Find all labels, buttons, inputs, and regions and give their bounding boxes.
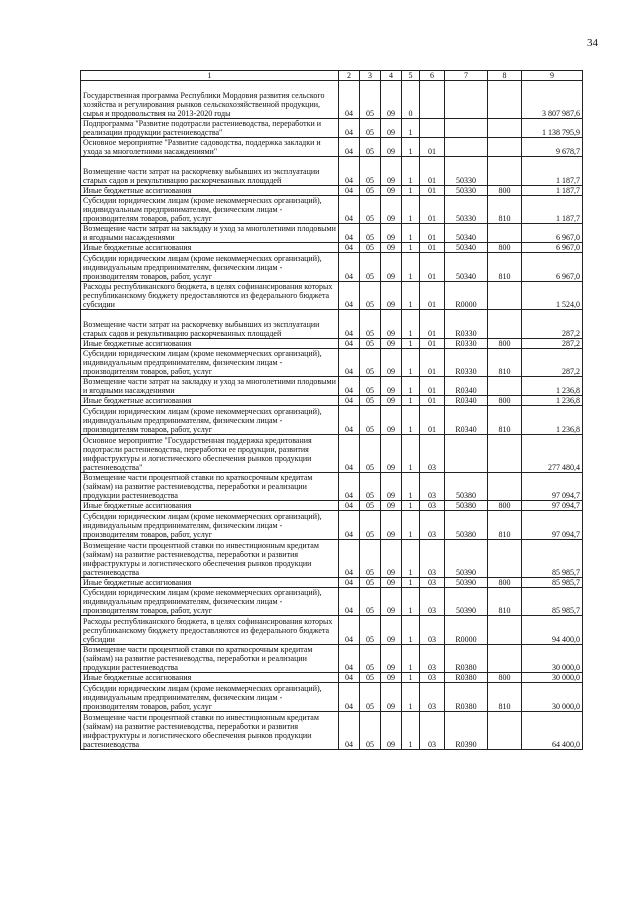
code-cell — [488, 138, 522, 157]
code-cell: 1 — [402, 511, 420, 540]
code-cell: 09 — [381, 377, 402, 396]
page-number: 34 — [587, 37, 598, 49]
code-cell: 01 — [420, 377, 445, 396]
code-cell: 05 — [360, 472, 381, 501]
code-cell: 04 — [339, 539, 360, 577]
code-cell: R0340 — [445, 396, 488, 406]
column-header: 8 — [488, 71, 522, 81]
code-cell: 50330 — [445, 185, 488, 195]
column-header: 4 — [381, 71, 402, 81]
code-cell: 50380 — [445, 511, 488, 540]
code-cell: 01 — [420, 253, 445, 282]
row-name: Возмещение части процентной ставки по инвестиционным кредитам (займам) на развитие растениеводства, переработки и развития инфраструктуры и логистического обеспечения рынков продукции растениеводства — [81, 711, 339, 749]
code-cell: 05 — [360, 587, 381, 616]
code-cell: 09 — [381, 396, 402, 406]
code-cell: R0390 — [445, 711, 488, 749]
code-cell: R0340 — [445, 377, 488, 396]
code-cell: 04 — [339, 195, 360, 224]
code-cell: 04 — [339, 310, 360, 339]
row-name: Иные бюджетные ассигнования — [81, 243, 339, 253]
table-row — [81, 81, 583, 119]
code-cell: 03 — [420, 683, 445, 712]
code-cell — [488, 472, 522, 501]
code-cell: 800 — [488, 577, 522, 587]
code-cell: 05 — [360, 253, 381, 282]
amount-cell: 97 094,7 — [522, 511, 583, 540]
code-cell: 05 — [360, 673, 381, 683]
amount-cell: 1 187,7 — [522, 157, 583, 186]
code-cell: 01 — [420, 396, 445, 406]
code-cell: 50390 — [445, 587, 488, 616]
code-cell: 1 — [402, 224, 420, 243]
table-row — [81, 406, 583, 435]
code-cell: 800 — [488, 338, 522, 348]
code-cell: 800 — [488, 673, 522, 683]
code-cell: 05 — [360, 185, 381, 195]
code-cell: 03 — [420, 711, 445, 749]
code-cell: 04 — [339, 138, 360, 157]
row-name: Субсидии юридическим лицам (кроме некоммерческих организаций), индивидуальным предпринимателям, физическим лицам - производителям товаров, работ, услуг — [81, 406, 339, 435]
amount-cell: 1 187,7 — [522, 195, 583, 224]
table-row — [81, 434, 583, 472]
code-cell: 04 — [339, 577, 360, 587]
code-cell: 05 — [360, 195, 381, 224]
amount-cell: 85 985,7 — [522, 539, 583, 577]
code-cell: 01 — [420, 243, 445, 253]
code-cell: 810 — [488, 406, 522, 435]
code-cell — [445, 138, 488, 157]
code-cell: 09 — [381, 711, 402, 749]
table-row — [81, 348, 583, 377]
code-cell: 1 — [402, 577, 420, 587]
code-cell — [488, 377, 522, 396]
amount-cell: 277 480,4 — [522, 434, 583, 472]
amount-cell: 1 187,7 — [522, 185, 583, 195]
code-cell: 05 — [360, 338, 381, 348]
column-number-row — [81, 71, 583, 81]
code-cell: 09 — [381, 348, 402, 377]
code-cell — [445, 81, 488, 119]
amount-cell: 1 138 795,9 — [522, 119, 583, 138]
code-cell: 04 — [339, 338, 360, 348]
amount-cell: 30 000,0 — [522, 644, 583, 673]
table-row — [81, 396, 583, 406]
code-cell: R0330 — [445, 348, 488, 377]
code-cell: 09 — [381, 253, 402, 282]
row-name: Возмещение части процентной ставки по инвестиционным кредитам (займам) на развитие растениеводства, переработки и развития инфраструктуры и логистического обеспечения рынков продукции растениеводства — [81, 539, 339, 577]
code-cell: 05 — [360, 711, 381, 749]
code-cell: 0 — [402, 81, 420, 119]
code-cell: 50390 — [445, 539, 488, 577]
code-cell: 01 — [420, 406, 445, 435]
code-cell: 1 — [402, 348, 420, 377]
amount-cell: 64 400,0 — [522, 711, 583, 749]
table-row — [81, 377, 583, 396]
code-cell — [445, 119, 488, 138]
code-cell — [445, 434, 488, 472]
code-cell — [420, 81, 445, 119]
amount-cell: 94 400,0 — [522, 616, 583, 645]
table-row — [81, 243, 583, 253]
code-cell: 04 — [339, 673, 360, 683]
amount-cell: 287,2 — [522, 348, 583, 377]
table-row — [81, 310, 583, 339]
table-row — [81, 281, 583, 310]
code-cell: 05 — [360, 539, 381, 577]
amount-cell: 287,2 — [522, 310, 583, 339]
table-row — [81, 539, 583, 577]
code-cell: 09 — [381, 539, 402, 577]
code-cell — [488, 119, 522, 138]
amount-cell: 9 678,7 — [522, 138, 583, 157]
code-cell: R0340 — [445, 406, 488, 435]
code-cell: 05 — [360, 81, 381, 119]
table-row — [81, 501, 583, 511]
code-cell: R0380 — [445, 644, 488, 673]
row-name: Возмещение части затрат на раскорчевку выбывших из эксплуатации старых садов и рекультивацию раскорчеванных площадей — [81, 310, 339, 339]
table-row — [81, 711, 583, 749]
code-cell: 05 — [360, 310, 381, 339]
code-cell — [488, 616, 522, 645]
row-name: Подпрограмма "Развитие подотрасли растениеводства, переработки и реализации продукции растениеводства" — [81, 119, 339, 138]
code-cell — [488, 81, 522, 119]
table-row — [81, 195, 583, 224]
code-cell: 03 — [420, 587, 445, 616]
code-cell: 1 — [402, 243, 420, 253]
code-cell: 50340 — [445, 253, 488, 282]
code-cell: 01 — [420, 224, 445, 243]
row-name: Возмещение части затрат на раскорчевку выбывших из эксплуатации старых садов и рекультивацию раскорчеванных площадей — [81, 157, 339, 186]
amount-cell: 6 967,0 — [522, 253, 583, 282]
table-row — [81, 683, 583, 712]
code-cell: 05 — [360, 501, 381, 511]
code-cell: 03 — [420, 539, 445, 577]
row-name: Основное мероприятие "Развитие садоводства, поддержка закладки и ухода за многолетними насаждениями" — [81, 138, 339, 157]
row-name: Расходы республиканского бюджета, в целях софинансирования которых республиканскому бюджету предоставляются из федерального бюджета субсидии — [81, 281, 339, 310]
code-cell: 1 — [402, 539, 420, 577]
code-cell: 810 — [488, 348, 522, 377]
code-cell: 04 — [339, 434, 360, 472]
row-name: Государственная программа Республики Мордовия развития сельского хозяйства и регулирования рынков сельскохозяйственной продукции, сырья и продовольствия на 2013-2020 годы — [81, 81, 339, 119]
code-cell: R0380 — [445, 673, 488, 683]
code-cell: 800 — [488, 243, 522, 253]
code-cell: 05 — [360, 377, 381, 396]
code-cell: 04 — [339, 185, 360, 195]
amount-cell: 30 000,0 — [522, 673, 583, 683]
table-row — [81, 157, 583, 186]
code-cell: 04 — [339, 501, 360, 511]
amount-cell: 6 967,0 — [522, 243, 583, 253]
code-cell: 04 — [339, 281, 360, 310]
code-cell: 04 — [339, 348, 360, 377]
code-cell: 05 — [360, 683, 381, 712]
amount-cell: 1 236,8 — [522, 396, 583, 406]
code-cell: 1 — [402, 338, 420, 348]
column-header: 9 — [522, 71, 583, 81]
code-cell — [488, 224, 522, 243]
code-cell: 03 — [420, 472, 445, 501]
row-name: Основное мероприятие "Государственная поддержка кредитования подотрасли растениеводства, переработки ее продукции, развития инфраструктуры и логистического обеспечения рынков продукции растениеводства" — [81, 434, 339, 472]
code-cell: 1 — [402, 377, 420, 396]
code-cell: 1 — [402, 185, 420, 195]
code-cell: 1 — [402, 673, 420, 683]
code-cell: 01 — [420, 185, 445, 195]
code-cell: 01 — [420, 157, 445, 186]
code-cell: 04 — [339, 157, 360, 186]
table-row — [81, 253, 583, 282]
code-cell: 05 — [360, 138, 381, 157]
code-cell: 1 — [402, 281, 420, 310]
table-row — [81, 616, 583, 645]
row-name: Субсидии юридическим лицам (кроме некоммерческих организаций), индивидуальным предпринимателям, физическим лицам - производителям товаров, работ, услуг — [81, 683, 339, 712]
code-cell: 01 — [420, 281, 445, 310]
amount-cell: 3 807 987,6 — [522, 81, 583, 119]
code-cell: 05 — [360, 348, 381, 377]
code-cell: 800 — [488, 396, 522, 406]
code-cell: 03 — [420, 644, 445, 673]
budget-table — [80, 70, 583, 750]
row-name: Субсидии юридическим лицам (кроме некоммерческих организаций), индивидуальным предпринимателям, физическим лицам - производителям товаров, работ, услуг — [81, 348, 339, 377]
code-cell — [488, 310, 522, 339]
code-cell: 04 — [339, 253, 360, 282]
table-row — [81, 577, 583, 587]
code-cell — [488, 711, 522, 749]
code-cell: 1 — [402, 396, 420, 406]
amount-cell: 1 236,8 — [522, 406, 583, 435]
code-cell: 09 — [381, 644, 402, 673]
code-cell: 09 — [381, 673, 402, 683]
column-header: 7 — [445, 71, 488, 81]
code-cell: 09 — [381, 434, 402, 472]
row-name: Иные бюджетные ассигнования — [81, 338, 339, 348]
code-cell: 04 — [339, 711, 360, 749]
code-cell: 09 — [381, 138, 402, 157]
code-cell: 1 — [402, 119, 420, 138]
code-cell: 04 — [339, 406, 360, 435]
code-cell: 1 — [402, 253, 420, 282]
code-cell: 05 — [360, 119, 381, 138]
table-row — [81, 119, 583, 138]
code-cell: 810 — [488, 253, 522, 282]
table-row — [81, 138, 583, 157]
code-cell: 03 — [420, 673, 445, 683]
code-cell: 09 — [381, 472, 402, 501]
code-cell: 50380 — [445, 472, 488, 501]
code-cell: 09 — [381, 224, 402, 243]
code-cell: 50340 — [445, 224, 488, 243]
code-cell: 09 — [381, 243, 402, 253]
amount-cell: 1 524,0 — [522, 281, 583, 310]
code-cell: 1 — [402, 195, 420, 224]
code-cell: 01 — [420, 338, 445, 348]
code-cell: 04 — [339, 377, 360, 396]
code-cell: 09 — [381, 81, 402, 119]
code-cell: 1 — [402, 138, 420, 157]
code-cell: 04 — [339, 587, 360, 616]
table-row — [81, 673, 583, 683]
row-name: Расходы республиканского бюджета, в целях софинансирования которых республиканскому бюджету предоставляются из федерального бюджета субсидии — [81, 616, 339, 645]
code-cell: 1 — [402, 644, 420, 673]
code-cell: 1 — [402, 472, 420, 501]
amount-cell: 85 985,7 — [522, 577, 583, 587]
row-name: Иные бюджетные ассигнования — [81, 396, 339, 406]
code-cell: 03 — [420, 616, 445, 645]
code-cell: 01 — [420, 348, 445, 377]
code-cell: 04 — [339, 616, 360, 645]
code-cell: 04 — [339, 224, 360, 243]
code-cell: 09 — [381, 195, 402, 224]
code-cell: 09 — [381, 119, 402, 138]
code-cell: 810 — [488, 511, 522, 540]
code-cell: 05 — [360, 511, 381, 540]
code-cell: R0330 — [445, 310, 488, 339]
code-cell: 09 — [381, 281, 402, 310]
code-cell — [420, 119, 445, 138]
code-cell: 05 — [360, 406, 381, 435]
code-cell: 09 — [381, 587, 402, 616]
code-cell: 03 — [420, 577, 445, 587]
code-cell: 04 — [339, 472, 360, 501]
code-cell: 01 — [420, 138, 445, 157]
code-cell: 09 — [381, 511, 402, 540]
table-row — [81, 644, 583, 673]
code-cell: 09 — [381, 310, 402, 339]
amount-cell: 287,2 — [522, 338, 583, 348]
amount-cell: 6 967,0 — [522, 224, 583, 243]
row-name: Возмещение части процентной ставки по краткосрочным кредитам (займам) на развитие растениеводства, переработки и реализации продукции растениеводства — [81, 644, 339, 673]
code-cell: 04 — [339, 119, 360, 138]
table-row — [81, 472, 583, 501]
code-cell — [488, 281, 522, 310]
amount-cell: 85 985,7 — [522, 587, 583, 616]
code-cell: 09 — [381, 501, 402, 511]
column-header: 1 — [81, 71, 339, 81]
code-cell: 1 — [402, 711, 420, 749]
row-name: Иные бюджетные ассигнования — [81, 673, 339, 683]
code-cell: 05 — [360, 616, 381, 645]
code-cell: 09 — [381, 683, 402, 712]
code-cell: 01 — [420, 310, 445, 339]
amount-cell: 30 000,0 — [522, 683, 583, 712]
code-cell: 50330 — [445, 157, 488, 186]
code-cell: 09 — [381, 338, 402, 348]
code-cell: 05 — [360, 243, 381, 253]
row-name: Субсидии юридическим лицам (кроме некоммерческих организаций), индивидуальным предпринимателям, физическим лицам - производителям товаров, работ, услуг — [81, 587, 339, 616]
code-cell: 04 — [339, 81, 360, 119]
code-cell: 1 — [402, 157, 420, 186]
code-cell: 05 — [360, 644, 381, 673]
row-name: Субсидии юридическим лицам (кроме некоммерческих организаций), индивидуальным предпринимателям, физическим лицам - производителям товаров, работ, услуг — [81, 253, 339, 282]
code-cell: 05 — [360, 434, 381, 472]
code-cell: 1 — [402, 406, 420, 435]
code-cell: 800 — [488, 185, 522, 195]
code-cell: 1 — [402, 587, 420, 616]
code-cell: 09 — [381, 577, 402, 587]
code-cell: 04 — [339, 511, 360, 540]
code-cell: 09 — [381, 406, 402, 435]
row-name: Субсидии юридическим лицам (кроме некоммерческих организаций), индивидуальным предпринимателям, физическим лицам - производителям товаров, работ, услуг — [81, 511, 339, 540]
table-row — [81, 185, 583, 195]
code-cell: 810 — [488, 195, 522, 224]
code-cell: 05 — [360, 577, 381, 587]
code-cell: 1 — [402, 310, 420, 339]
code-cell: 09 — [381, 616, 402, 645]
code-cell — [488, 644, 522, 673]
code-cell: R0000 — [445, 281, 488, 310]
code-cell: 50380 — [445, 501, 488, 511]
code-cell: 1 — [402, 616, 420, 645]
row-name: Возмещение части затрат на закладку и уход за многолетними плодовыми и ягодными насаждениями — [81, 377, 339, 396]
code-cell — [488, 539, 522, 577]
code-cell: 50390 — [445, 577, 488, 587]
code-cell: 1 — [402, 501, 420, 511]
table-row — [81, 511, 583, 540]
code-cell: 50330 — [445, 195, 488, 224]
amount-cell: 97 094,7 — [522, 472, 583, 501]
code-cell: 03 — [420, 511, 445, 540]
code-cell: R0380 — [445, 683, 488, 712]
code-cell: 05 — [360, 281, 381, 310]
code-cell: 04 — [339, 396, 360, 406]
row-name: Возмещение части затрат на закладку и уход за многолетними плодовыми и ягодными насаждениями — [81, 224, 339, 243]
table-row — [81, 338, 583, 348]
code-cell: R0000 — [445, 616, 488, 645]
column-header: 6 — [420, 71, 445, 81]
row-name: Субсидии юридическим лицам (кроме некоммерческих организаций), индивидуальным предпринимателям, физическим лицам - производителям товаров, работ, услуг — [81, 195, 339, 224]
code-cell: 03 — [420, 501, 445, 511]
row-name: Иные бюджетные ассигнования — [81, 501, 339, 511]
code-cell — [488, 157, 522, 186]
code-cell — [488, 434, 522, 472]
code-cell: 810 — [488, 587, 522, 616]
code-cell: 09 — [381, 185, 402, 195]
code-cell: 50340 — [445, 243, 488, 253]
code-cell: 01 — [420, 195, 445, 224]
table-row — [81, 224, 583, 243]
code-cell: 05 — [360, 157, 381, 186]
code-cell: 04 — [339, 644, 360, 673]
amount-cell: 1 236,8 — [522, 377, 583, 396]
code-cell: 04 — [339, 243, 360, 253]
table-row — [81, 587, 583, 616]
code-cell: 05 — [360, 224, 381, 243]
column-header: 3 — [360, 71, 381, 81]
code-cell: 04 — [339, 683, 360, 712]
amount-cell: 97 094,7 — [522, 501, 583, 511]
row-name: Иные бюджетные ассигнования — [81, 185, 339, 195]
code-cell: 1 — [402, 683, 420, 712]
row-name: Иные бюджетные ассигнования — [81, 577, 339, 587]
row-name: Возмещение части процентной ставки по краткосрочным кредитам (займам) на развитие растениеводства, переработки и реализации продукции растениеводства — [81, 472, 339, 501]
code-cell: 810 — [488, 683, 522, 712]
code-cell: 1 — [402, 434, 420, 472]
code-cell: 800 — [488, 501, 522, 511]
column-header: 5 — [402, 71, 420, 81]
code-cell: 09 — [381, 157, 402, 186]
code-cell: 05 — [360, 396, 381, 406]
column-header: 2 — [339, 71, 360, 81]
code-cell: 03 — [420, 434, 445, 472]
code-cell: R0330 — [445, 338, 488, 348]
